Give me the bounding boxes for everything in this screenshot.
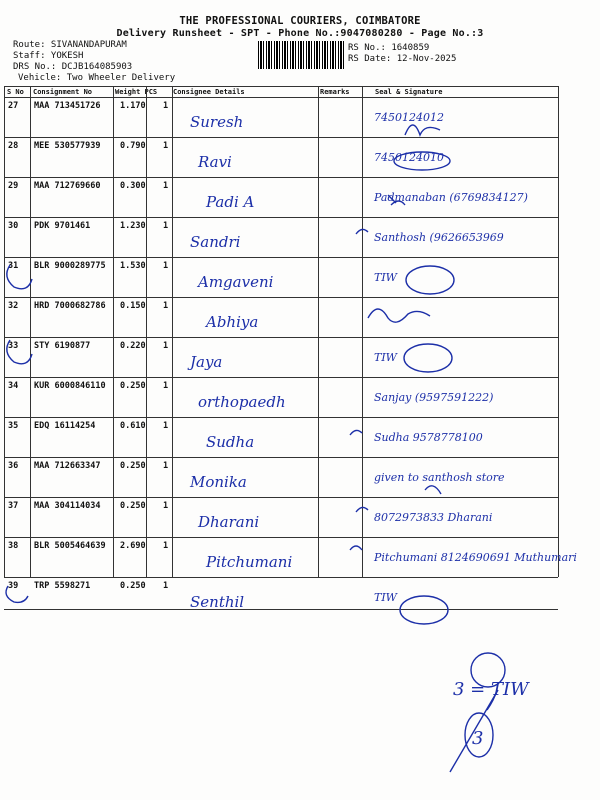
handwritten-consignee: Sandri bbox=[190, 233, 241, 251]
row-consignment-no: MAA 712769660 bbox=[34, 181, 101, 191]
row-consignment-no: EDQ 16114254 bbox=[34, 421, 96, 431]
handwritten-signature: Padmanaban (6769834127) bbox=[374, 191, 528, 204]
row-consignment-no: MAA 712663347 bbox=[34, 461, 101, 471]
row-sno: 37 bbox=[8, 501, 19, 511]
row-pcs: 1 bbox=[163, 221, 169, 231]
row-pcs: 1 bbox=[163, 301, 169, 311]
row-weight: 1.530 bbox=[120, 261, 146, 271]
row-weight: 0.610 bbox=[120, 421, 146, 431]
handwritten-consignee: Amgaveni bbox=[198, 273, 274, 291]
handwritten-signature: TIW bbox=[374, 591, 397, 604]
handwritten-signature: TIW bbox=[374, 271, 397, 284]
row-mark-circle bbox=[6, 586, 28, 602]
row-weight: 0.250 bbox=[120, 461, 146, 471]
signature-scribble bbox=[425, 486, 441, 494]
row-sno: 39 bbox=[8, 581, 19, 591]
row-weight: 1.230 bbox=[120, 221, 146, 231]
footer-count: 3 bbox=[472, 728, 484, 749]
row-pcs: 1 bbox=[163, 461, 169, 471]
row-weight: 0.790 bbox=[120, 141, 146, 151]
row-pcs: 1 bbox=[163, 421, 169, 431]
handwritten-signature: 7450124010 bbox=[374, 151, 444, 164]
row-weight: 0.250 bbox=[120, 581, 146, 591]
row-consignment-no: HRD 7000682786 bbox=[34, 301, 106, 311]
route-label: Route: SIVANANDAPURAM bbox=[13, 40, 127, 50]
drs-number: DRS No.: DCJB164085903 bbox=[13, 62, 133, 72]
handwritten-signature: TIW bbox=[374, 351, 397, 364]
handwritten-consignee: Padi A bbox=[206, 193, 255, 211]
row-sno: 31 bbox=[8, 261, 19, 271]
row-consignment-no: BLR 9000289775 bbox=[34, 261, 106, 271]
handwritten-consignee: Suresh bbox=[190, 113, 244, 131]
row-sno: 28 bbox=[8, 141, 19, 151]
row-consignment-no: MAA 304114034 bbox=[34, 501, 101, 511]
row-pcs: 1 bbox=[163, 181, 169, 191]
handwritten-consignee: Pitchumani bbox=[206, 553, 293, 571]
runsheet-subtitle: Delivery Runsheet - SPT - Phone No.:9047080280 - Page No.:3 bbox=[116, 28, 484, 39]
row-pcs: 1 bbox=[163, 541, 169, 551]
footer-mark: 3 = TIW bbox=[453, 679, 529, 700]
row-consignment-no: MAA 713451726 bbox=[34, 101, 101, 111]
handwritten-consignee: orthopaedh bbox=[198, 393, 286, 411]
handwritten-consignee: Abhiya bbox=[206, 313, 259, 331]
row-consignment-no: BLR 5005464639 bbox=[34, 541, 106, 551]
handwritten-consignee: Jaya bbox=[190, 353, 223, 371]
handwritten-consignee: Senthil bbox=[190, 593, 245, 611]
row-sno: 38 bbox=[8, 541, 19, 551]
row-consignment-no: MEE 530577939 bbox=[34, 141, 101, 151]
row-pcs: 1 bbox=[163, 141, 169, 151]
col-consignee: Consignee Details bbox=[173, 88, 245, 96]
row-pcs: 1 bbox=[163, 261, 169, 271]
col-consignment: Consignment No bbox=[33, 88, 93, 96]
stamp-circle bbox=[406, 266, 454, 294]
row-sno: 36 bbox=[8, 461, 19, 471]
handwritten-signature: 8072973833 Dharani bbox=[374, 511, 493, 524]
handwritten-signature: given to santhosh store bbox=[374, 471, 505, 484]
row-pcs: 1 bbox=[163, 501, 169, 511]
vehicle-label: Vehicle: Two Wheeler Delivery bbox=[18, 73, 176, 83]
signature-tick bbox=[350, 430, 368, 550]
row-sno: 27 bbox=[8, 101, 19, 111]
row-mark-circle bbox=[7, 340, 32, 364]
handwritten-consignee: Sudha bbox=[206, 433, 255, 451]
stamp-circle bbox=[400, 596, 448, 624]
company-title: THE PROFESSIONAL COURIERS, COIMBATORE bbox=[179, 15, 421, 27]
row-sno: 34 bbox=[8, 381, 19, 391]
handwritten-signature: Sudha 9578778100 bbox=[374, 431, 483, 444]
row-sno: 29 bbox=[8, 181, 19, 191]
row-pcs: 1 bbox=[163, 381, 169, 391]
row-consignment-no: PDK 9701461 bbox=[34, 221, 91, 231]
col-weight-pcs: Weight PCS bbox=[115, 88, 158, 96]
handwritten-consignee: Ravi bbox=[198, 153, 232, 171]
handwritten-consignee: Dharani bbox=[198, 513, 260, 531]
row-consignment-no: KUR 6000846110 bbox=[34, 381, 106, 391]
row-weight: 0.220 bbox=[120, 341, 146, 351]
col-remarks: Remarks bbox=[320, 88, 350, 96]
col-sno: S No bbox=[7, 88, 24, 96]
row-sno: 33 bbox=[8, 341, 19, 351]
handwritten-consignee: Monika bbox=[190, 473, 247, 491]
row-sno: 32 bbox=[8, 301, 19, 311]
col-seal-signature: Seal & Signature bbox=[375, 88, 443, 96]
row-weight: 0.300 bbox=[120, 181, 146, 191]
row-sno: 35 bbox=[8, 421, 19, 431]
staff-label: Staff: YOKESH bbox=[13, 51, 84, 61]
row-consignment-no: STY 6190877 bbox=[34, 341, 91, 351]
handwritten-signature: 7450124012 bbox=[374, 111, 444, 124]
handwritten-signature: Santhosh (9626653969 bbox=[374, 231, 504, 244]
row-pcs: 1 bbox=[163, 101, 169, 111]
row-consignment-no: TRP 5598271 bbox=[34, 581, 91, 591]
rs-date: RS Date: 12-Nov-2025 bbox=[348, 54, 457, 64]
row-weight: 0.250 bbox=[120, 501, 146, 511]
row-pcs: 1 bbox=[163, 341, 169, 351]
row-mark-circle bbox=[7, 265, 32, 289]
signature-scribble bbox=[405, 125, 440, 135]
row-weight: 0.150 bbox=[120, 301, 146, 311]
stamp-circle bbox=[404, 344, 452, 372]
row-weight: 2.690 bbox=[120, 541, 146, 551]
row-weight: 1.170 bbox=[120, 101, 146, 111]
row-weight: 0.250 bbox=[120, 381, 146, 391]
row-sno: 30 bbox=[8, 221, 19, 231]
handwritten-signature: Sanjay (9597591222) bbox=[374, 391, 494, 404]
handwritten-signature: Pitchumani 8124690691 Muthumari bbox=[374, 551, 577, 564]
rs-number: RS No.: 1640859 bbox=[348, 43, 430, 53]
row-pcs: 1 bbox=[163, 581, 169, 591]
